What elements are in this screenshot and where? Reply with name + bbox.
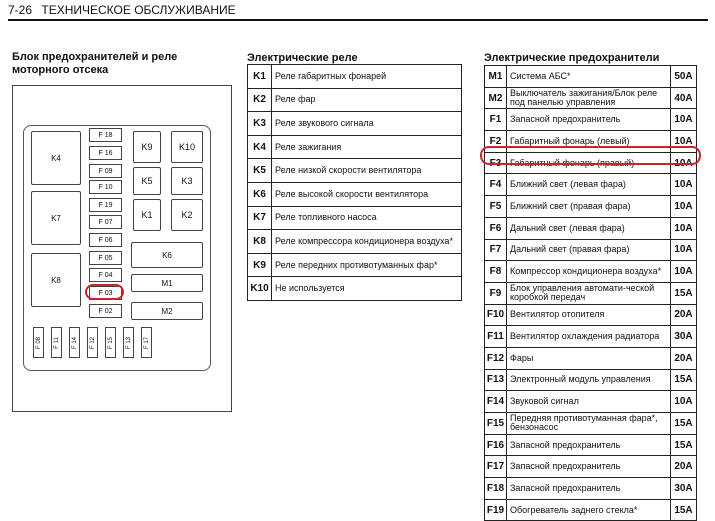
relay-label: K10 xyxy=(178,142,195,152)
fuse-label: F 18 xyxy=(98,131,113,139)
fuse-desc: Дальний свет (правая фара) xyxy=(507,239,671,261)
fuse-desc: Габаритный фонарь (левый) xyxy=(507,131,671,153)
bottom-fuse-slot xyxy=(105,327,116,358)
fuse-label: F 14 xyxy=(71,336,78,349)
fuse-desc: Компрессор кондиционера воздуха* xyxy=(507,261,671,283)
table-row xyxy=(248,206,462,230)
diagram-title xyxy=(12,51,177,77)
relay-label: K2 xyxy=(181,210,193,220)
relay-desc: Реле топливного насоса xyxy=(272,206,462,230)
fuse-label: F 03 xyxy=(98,289,113,297)
table-row xyxy=(248,112,462,136)
fuse-label: F 07 xyxy=(98,218,113,226)
fuse-code: F18 xyxy=(485,478,507,500)
table-row xyxy=(485,131,697,153)
fuse-desc: Звуковой сигнал xyxy=(507,391,671,413)
mini-fuse-m1 xyxy=(131,274,203,292)
fuse-label: F 05 xyxy=(98,254,113,262)
table-row xyxy=(485,499,697,521)
table-row xyxy=(485,109,697,131)
table-row xyxy=(485,217,697,239)
fuse-label: F 11 xyxy=(53,336,60,349)
page-header xyxy=(8,2,708,20)
table-row xyxy=(485,456,697,478)
fuse-label: F 10 xyxy=(98,183,113,191)
relay-table xyxy=(247,64,462,301)
relay-label: K9 xyxy=(141,142,153,152)
fuse-amp: 15A xyxy=(671,282,697,304)
fuse-slot xyxy=(89,164,122,178)
fuse-label: F 02 xyxy=(98,307,113,315)
fuse-code: F2 xyxy=(485,131,507,153)
fuse-code: F9 xyxy=(485,282,507,304)
relay-slot-k5 xyxy=(133,167,161,195)
relay-code: K5 xyxy=(248,159,272,183)
fuse-code: F12 xyxy=(485,347,507,369)
relay-slot-k9 xyxy=(133,131,161,163)
fuse-code: F4 xyxy=(485,174,507,196)
fuse-desc: Ближний свет (левая фара) xyxy=(507,174,671,196)
fuse-amp: 10A xyxy=(671,109,697,131)
fuse-table xyxy=(484,65,697,521)
fuse-code: F17 xyxy=(485,456,507,478)
fuse-amp: 20A xyxy=(671,347,697,369)
diagram-title-line2: моторного отсека xyxy=(12,64,109,76)
fuse-code: F13 xyxy=(485,369,507,391)
fuse-slot xyxy=(89,198,122,212)
fuse-label: F 04 xyxy=(98,271,113,279)
fuse-slot xyxy=(89,268,122,282)
fuse-amp: 15A xyxy=(671,369,697,391)
bottom-fuse-slot xyxy=(51,327,62,358)
relay-desc: Реле высокой скорости вентилятора xyxy=(272,182,462,206)
relay-code: K1 xyxy=(248,65,272,89)
fuse-desc: Ближний свет (правая фара) xyxy=(507,196,671,218)
table-row xyxy=(248,230,462,254)
table-row xyxy=(485,478,697,500)
fuse-amp: 10A xyxy=(671,239,697,261)
relay-label: K1 xyxy=(141,210,153,220)
relay-code: K6 xyxy=(248,182,272,206)
fuse-label: F 19 xyxy=(98,201,113,209)
bottom-fuse-slot xyxy=(141,327,152,358)
table-row xyxy=(485,434,697,456)
fuse-slot xyxy=(89,180,122,194)
fuse-code: F16 xyxy=(485,434,507,456)
fuse-desc: Выключатель зажигания/Блок реле под панелью управления xyxy=(507,87,671,109)
fuse-amp: 50A xyxy=(671,66,697,88)
table-row xyxy=(248,277,462,301)
relay-code: K4 xyxy=(248,135,272,159)
relay-desc: Не используется xyxy=(272,277,462,301)
relay-slot-k4 xyxy=(31,131,81,185)
page-title: ТЕХНИЧЕСКОЕ ОБСЛУЖИВАНИЕ xyxy=(41,3,236,17)
relay-desc: Реле звукового сигнала xyxy=(272,112,462,136)
fuse-slot xyxy=(89,215,122,229)
fuse-desc: Система АБС* xyxy=(507,66,671,88)
table-row xyxy=(248,65,462,89)
table-row xyxy=(485,326,697,348)
fuse-desc: Запасной предохранитель xyxy=(507,456,671,478)
fuse-amp: 10A xyxy=(671,217,697,239)
relay-slot-k8 xyxy=(31,253,81,307)
fuse-label: F 15 xyxy=(107,336,114,349)
fuse-amp: 15A xyxy=(671,434,697,456)
table-row xyxy=(485,261,697,283)
table-row xyxy=(485,369,697,391)
fuse-slot-f03 xyxy=(89,286,122,300)
table-row xyxy=(485,66,697,88)
bottom-fuse-slot xyxy=(87,327,98,358)
fuse-amp: 15A xyxy=(671,413,697,435)
table-row xyxy=(485,282,697,304)
relay-desc: Реле передних противотуманных фар* xyxy=(272,253,462,277)
relay-code: K2 xyxy=(248,88,272,112)
relay-desc: Реле компрессора кондиционера воздуха* xyxy=(272,230,462,254)
table-row xyxy=(485,391,697,413)
diagram-title-line1: Блок предохранителей и реле xyxy=(12,51,178,63)
fuse-code: F6 xyxy=(485,217,507,239)
relay-label: K7 xyxy=(51,213,61,223)
fuse-desc: Обогреватель заднего стекла* xyxy=(507,499,671,521)
table-row xyxy=(248,159,462,183)
relay-code: K8 xyxy=(248,230,272,254)
fuse-label: F 13 xyxy=(125,336,132,349)
relay-slot-k7 xyxy=(31,191,81,245)
relay-slot-k6 xyxy=(131,242,203,268)
fuse-slot xyxy=(89,233,122,247)
fuse-label: F 16 xyxy=(98,149,113,157)
table-row xyxy=(485,196,697,218)
fuse-amp: 10A xyxy=(671,196,697,218)
relay-label: K3 xyxy=(181,176,193,186)
relays-title: Электрические реле xyxy=(247,52,358,64)
fuse-amp: 10A xyxy=(671,174,697,196)
table-row xyxy=(485,239,697,261)
mini-fuse-label: M1 xyxy=(161,278,173,288)
table-row xyxy=(485,347,697,369)
relay-code: K10 xyxy=(248,277,272,301)
table-row xyxy=(248,182,462,206)
relay-slot-k2 xyxy=(171,199,203,231)
table-row-f3 xyxy=(485,152,697,174)
header-rule xyxy=(8,19,708,21)
fuse-desc: Габаритный фонарь (правый) xyxy=(507,152,671,174)
fuse-desc: Блок управления автомати-ческой коробкой передач xyxy=(507,282,671,304)
fuse-amp: 20A xyxy=(671,304,697,326)
fuse-code: F3 xyxy=(485,152,507,174)
fuse-slot xyxy=(89,304,122,318)
fuse-amp: 30A xyxy=(671,478,697,500)
fuse-code: F5 xyxy=(485,196,507,218)
fuse-slot xyxy=(89,251,122,265)
fuse-code: F8 xyxy=(485,261,507,283)
relay-desc: Реле габаритных фонарей xyxy=(272,65,462,89)
fuse-label: F 17 xyxy=(143,336,150,349)
table-row xyxy=(248,135,462,159)
mini-fuse-label: M2 xyxy=(161,306,173,316)
fuse-amp: 20A xyxy=(671,456,697,478)
relay-slot-k10 xyxy=(171,131,203,163)
fuses-title: Электрические предохранители xyxy=(484,52,660,64)
fuse-desc: Дальний свет (левая фара) xyxy=(507,217,671,239)
fuse-slot xyxy=(89,128,122,142)
relay-code: K9 xyxy=(248,253,272,277)
table-row xyxy=(485,174,697,196)
fuse-amp: 15A xyxy=(671,499,697,521)
table-row xyxy=(248,88,462,112)
fuse-code: M1 xyxy=(485,66,507,88)
fuse-desc: Электронный модуль управления xyxy=(507,369,671,391)
relay-label: K4 xyxy=(51,153,61,163)
fuse-amp: 10A xyxy=(671,131,697,153)
relay-desc: Реле фар xyxy=(272,88,462,112)
relay-slot-k1 xyxy=(133,199,161,231)
fuse-desc: Фары xyxy=(507,347,671,369)
fuse-code: F7 xyxy=(485,239,507,261)
fuse-label: F 06 xyxy=(98,236,113,244)
fuse-desc: Вентилятор охлаждения радиатора xyxy=(507,326,671,348)
relay-slot-k3 xyxy=(171,167,203,195)
fuse-code: F14 xyxy=(485,391,507,413)
relay-desc: Реле низкой скорости вентилятора xyxy=(272,159,462,183)
fuse-code: F11 xyxy=(485,326,507,348)
fuse-desc: Передняя противотуманная фара*, бензонасос xyxy=(507,413,671,435)
table-row xyxy=(485,304,697,326)
fuse-amp: 10A xyxy=(671,261,697,283)
relay-label: K6 xyxy=(162,250,172,260)
bottom-fuse-slot xyxy=(69,327,80,358)
fuse-amp: 10A xyxy=(671,391,697,413)
table-row xyxy=(485,413,697,435)
table-row xyxy=(485,87,697,109)
relay-label: K8 xyxy=(51,275,61,285)
fuse-desc: Запасной предохранитель xyxy=(507,478,671,500)
page-number: 7-26 xyxy=(8,3,33,17)
fuse-amp: 10A xyxy=(671,152,697,174)
relay-code: K3 xyxy=(248,112,272,136)
fuse-label: F 09 xyxy=(98,167,113,175)
bottom-fuse-slot xyxy=(33,327,44,358)
fuse-slot xyxy=(89,146,122,160)
fuse-code: F15 xyxy=(485,413,507,435)
relay-code: K7 xyxy=(248,206,272,230)
fuse-code: F19 xyxy=(485,499,507,521)
fuse-desc: Запасной предохранитель xyxy=(507,434,671,456)
mini-fuse-m2 xyxy=(131,302,203,320)
relay-label: K5 xyxy=(141,176,153,186)
bottom-fuse-slot xyxy=(123,327,134,358)
fuse-code: F10 xyxy=(485,304,507,326)
table-row xyxy=(248,253,462,277)
fuse-desc: Вентилятор отопителя xyxy=(507,304,671,326)
fuse-label: F 12 xyxy=(89,336,96,349)
relay-desc: Реле зажигания xyxy=(272,135,462,159)
fuse-code: M2 xyxy=(485,87,507,109)
fuse-code: F1 xyxy=(485,109,507,131)
fuse-label: F 08 xyxy=(35,336,42,349)
fuse-amp: 40A xyxy=(671,87,697,109)
fuse-desc: Запасной предохранитель xyxy=(507,109,671,131)
fuse-amp: 30A xyxy=(671,326,697,348)
